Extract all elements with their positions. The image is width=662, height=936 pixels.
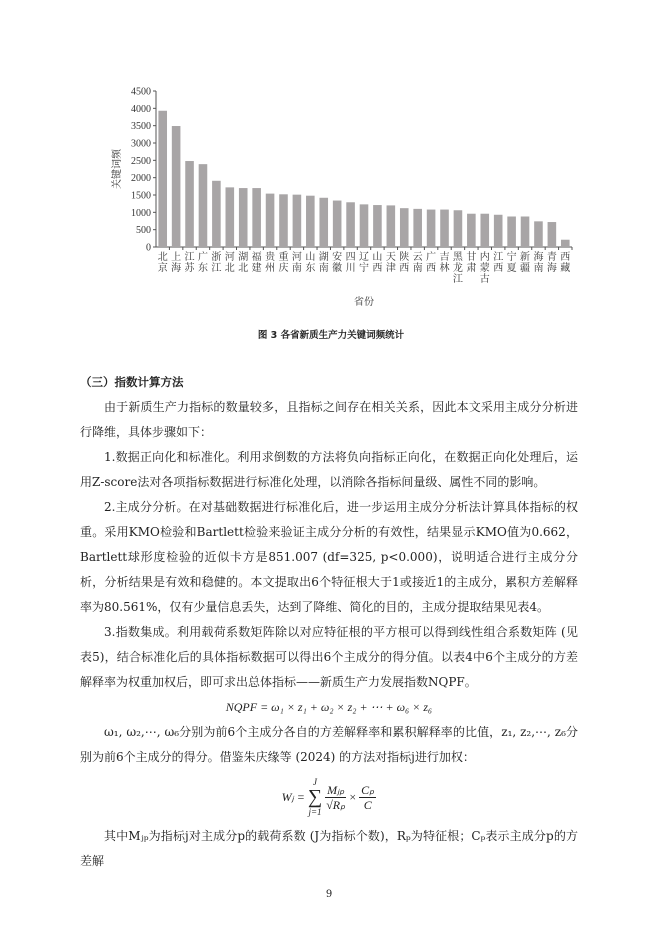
bar-山东 xyxy=(306,196,315,247)
bar-甘肃 xyxy=(467,214,476,247)
x-tick-label: 肃 xyxy=(466,263,477,274)
y-tick-label: 4000 xyxy=(131,103,151,115)
x-tick-label: 四 xyxy=(345,252,356,263)
denominator: √Rₚ xyxy=(326,797,346,812)
numerator: Cₚ xyxy=(361,782,375,797)
bar-辽宁 xyxy=(360,204,369,247)
x-tick-label: 海 xyxy=(171,263,182,274)
bar-云南 xyxy=(413,209,422,247)
x-tick-label: 内 xyxy=(479,252,490,263)
figure-caption: 图 3 各省新质生产力关键词频统计 xyxy=(257,330,405,341)
bar-贵州 xyxy=(266,194,275,247)
y-tick-label: 1500 xyxy=(131,190,151,202)
section-heading: （三）指数计算方法 xyxy=(80,375,184,389)
x-tick-label: 西 xyxy=(560,252,571,263)
fraction-variance xyxy=(359,783,376,812)
x-tick-label: 云 xyxy=(412,252,423,263)
body-text xyxy=(80,395,578,902)
bar-湖南 xyxy=(319,198,328,247)
x-tick-label: 海 xyxy=(533,252,544,263)
x-tick-label: 南 xyxy=(291,263,302,274)
x-tick-label: 浙 xyxy=(211,252,222,263)
bar-chart xyxy=(100,78,580,312)
x-tick-label: 南 xyxy=(412,263,423,274)
y-tick-label: 4500 xyxy=(131,86,151,98)
page-number: 9 xyxy=(325,889,333,900)
paragraph: 其中Mⱼₚ为指标j对主成分p的载荷系数 (J为指标个数)，Rₚ为特征根；Cₚ表示主成分p的方差解 xyxy=(80,829,578,868)
x-tick-label: 夏 xyxy=(506,263,517,274)
x-tick-label: 京 xyxy=(157,263,168,274)
paragraph: 由于新质生产力指标的数量较多，且指标之间存在相关关系，因此本文采用主成分分析进行降维，具体步骤如下： xyxy=(80,400,578,439)
y-tick-label: 3000 xyxy=(131,138,151,150)
paragraph: 2.主成分分析。在对基础数据进行标准化后，进一步运用主成分分析法计算具体指标的权重。采用KMO检验和Bartlett检验来验证主成分分析的有效性，结果显示KMO值为0.662，Bartlett球形度检验的近似卡方是851.007 (df=325, p<0.000)，说明适合进行主成分分析，分析结果是有效和稳健的。本文提取出6个特征根大于1或接近1的主成分，累积方差解释率为80.561%，仅有少量信息丢失，达到了降维、简化的目的，主成分提取结果见表4。 xyxy=(80,500,578,614)
bar-湖北 xyxy=(239,188,248,247)
formula-weight xyxy=(80,770,578,824)
sum-sign: ∑ xyxy=(307,786,323,808)
bar-福建 xyxy=(252,188,261,247)
x-tick-label: 南 xyxy=(533,263,544,274)
y-tick-label: 2500 xyxy=(131,155,151,167)
y-tick-label: 3500 xyxy=(131,121,151,133)
x-tick-label: 山 xyxy=(305,252,316,263)
bar-吉林 xyxy=(440,210,449,247)
bar-天津 xyxy=(387,205,396,247)
x-tick-label: 江 xyxy=(211,263,222,274)
times-sign: × xyxy=(349,790,357,804)
x-tick-label: 江 xyxy=(493,252,504,263)
sum-lower: j=1 xyxy=(308,807,322,817)
x-tick-label: 吉 xyxy=(439,252,450,263)
x-tick-label: 天 xyxy=(385,252,396,263)
x-tick-label: 江 xyxy=(184,252,195,263)
x-tick-label: 津 xyxy=(385,263,396,274)
bar-山西 xyxy=(373,205,382,247)
bar-西藏 xyxy=(561,240,570,247)
x-tick-label: 重 xyxy=(278,252,289,263)
x-tick-label: 湖 xyxy=(238,252,249,263)
x-tick-label: 川 xyxy=(345,263,356,274)
x-tick-label: 龙 xyxy=(452,263,463,274)
bar-四川 xyxy=(346,202,355,247)
formula-lhs: Wⱼ = xyxy=(281,790,305,804)
x-tick-label: 贵 xyxy=(265,252,276,263)
x-tick-label: 庆 xyxy=(278,263,289,274)
x-tick-label: 河 xyxy=(291,252,302,263)
bar-河南 xyxy=(293,195,302,247)
bar-上海 xyxy=(172,126,181,247)
bar-安徽 xyxy=(333,201,342,247)
bar-陕西 xyxy=(400,208,409,247)
x-tick-label: 新 xyxy=(520,252,531,263)
x-tick-label: 疆 xyxy=(520,263,531,274)
bar-重庆 xyxy=(279,194,288,247)
x-tick-label: 南 xyxy=(318,263,329,274)
bar-广西 xyxy=(427,210,436,247)
bar-内蒙古 xyxy=(480,214,489,247)
x-axis-label: 省份 xyxy=(354,297,374,308)
fraction-loading xyxy=(325,783,346,812)
x-tick-label: 福 xyxy=(251,252,262,263)
x-tick-label: 徽 xyxy=(332,263,343,274)
x-tick-label: 安 xyxy=(332,252,343,263)
x-tick-label: 建 xyxy=(251,263,262,274)
x-tick-label: 青 xyxy=(546,252,557,263)
x-tick-label: 东 xyxy=(305,263,316,274)
x-tick-label: 陕 xyxy=(399,252,410,263)
x-tick-label: 林 xyxy=(439,263,450,274)
x-tick-label: 北 xyxy=(224,263,235,274)
y-tick-label: 0 xyxy=(146,242,151,254)
bar-新疆 xyxy=(521,216,530,247)
x-tick-label: 江 xyxy=(452,274,463,285)
numerator: Mⱼₚ xyxy=(327,782,345,797)
bar-黑龙江 xyxy=(454,210,463,247)
x-tick-label: 州 xyxy=(265,263,276,274)
bar-河北 xyxy=(226,187,235,247)
x-tick-label: 古 xyxy=(479,274,490,285)
x-tick-label: 藏 xyxy=(560,263,571,274)
bar-北京 xyxy=(158,111,167,247)
x-tick-label: 辽 xyxy=(359,252,369,263)
paragraph: 3.指数集成。利用载荷系数矩阵除以对应特征根的平方根可以得到线性组合系数矩阵 (见表5)，结合标准化后的具体指标数据可以得出6个主成分的得分值。以表4中6个主成分的方差解释率为权重加权后，即可求出总体指标——新质生产力发展指数NQPF。 xyxy=(80,625,578,689)
x-tick-label: 甘 xyxy=(466,252,477,263)
denominator: C xyxy=(363,797,372,812)
x-tick-label: 广 xyxy=(197,252,208,263)
x-tick-label: 黑 xyxy=(452,252,463,263)
x-tick-label: 西 xyxy=(372,263,383,274)
formula-nqpf: NQPF = ω₁ × z₁ + ω₂ × z₂ + ⋯ + ω₆ × z₆ xyxy=(225,700,433,714)
x-tick-label: 宁 xyxy=(506,252,517,263)
bar-海南 xyxy=(534,221,543,247)
x-tick-label: 西 xyxy=(493,263,504,274)
x-tick-label: 河 xyxy=(224,252,235,263)
paragraph: ω₁, ω₂,⋯, ω₆分别为前6个主成分各自的方差解释率和累积解释率的比值，z₁, z₂,⋯, z₆分别为前6个主成分的得分。借鉴朱庆缘等 (2024) 的方法对指标j进行加权： xyxy=(80,725,578,764)
x-tick-label: 北 xyxy=(157,252,168,263)
y-axis-label: 关键词频 xyxy=(112,149,123,189)
paragraph: 1.数据正向化和标准化。利用求倒数的方法将负向指标正向化，在数据正向化处理后，运用Z-score法对各项指标数据进行标准化处理，以消除各指标间量级、属性不同的影响。 xyxy=(80,450,578,489)
bar-浙江 xyxy=(212,181,221,247)
x-tick-label: 西 xyxy=(399,263,410,274)
x-tick-label: 东 xyxy=(197,263,208,274)
y-tick-label: 2000 xyxy=(131,173,151,185)
y-tick-label: 500 xyxy=(136,225,151,237)
x-tick-label: 北 xyxy=(238,263,249,274)
x-tick-label: 宁 xyxy=(359,263,369,274)
summation xyxy=(308,777,322,817)
x-tick-label: 蒙 xyxy=(479,263,490,274)
x-tick-label: 广 xyxy=(426,252,437,263)
bar-广东 xyxy=(199,164,208,247)
bar-江苏 xyxy=(185,161,194,247)
sum-upper: J xyxy=(313,777,317,787)
x-tick-label: 上 xyxy=(171,252,182,263)
bar-江西 xyxy=(494,215,503,247)
y-tick-label: 1000 xyxy=(131,207,151,219)
x-tick-label: 山 xyxy=(372,252,383,263)
bar-宁夏 xyxy=(507,216,516,247)
x-tick-label: 苏 xyxy=(184,263,195,274)
x-tick-label: 海 xyxy=(546,263,557,274)
x-tick-label: 湖 xyxy=(318,252,329,263)
bar-青海 xyxy=(548,222,557,247)
x-tick-label: 西 xyxy=(426,263,437,274)
